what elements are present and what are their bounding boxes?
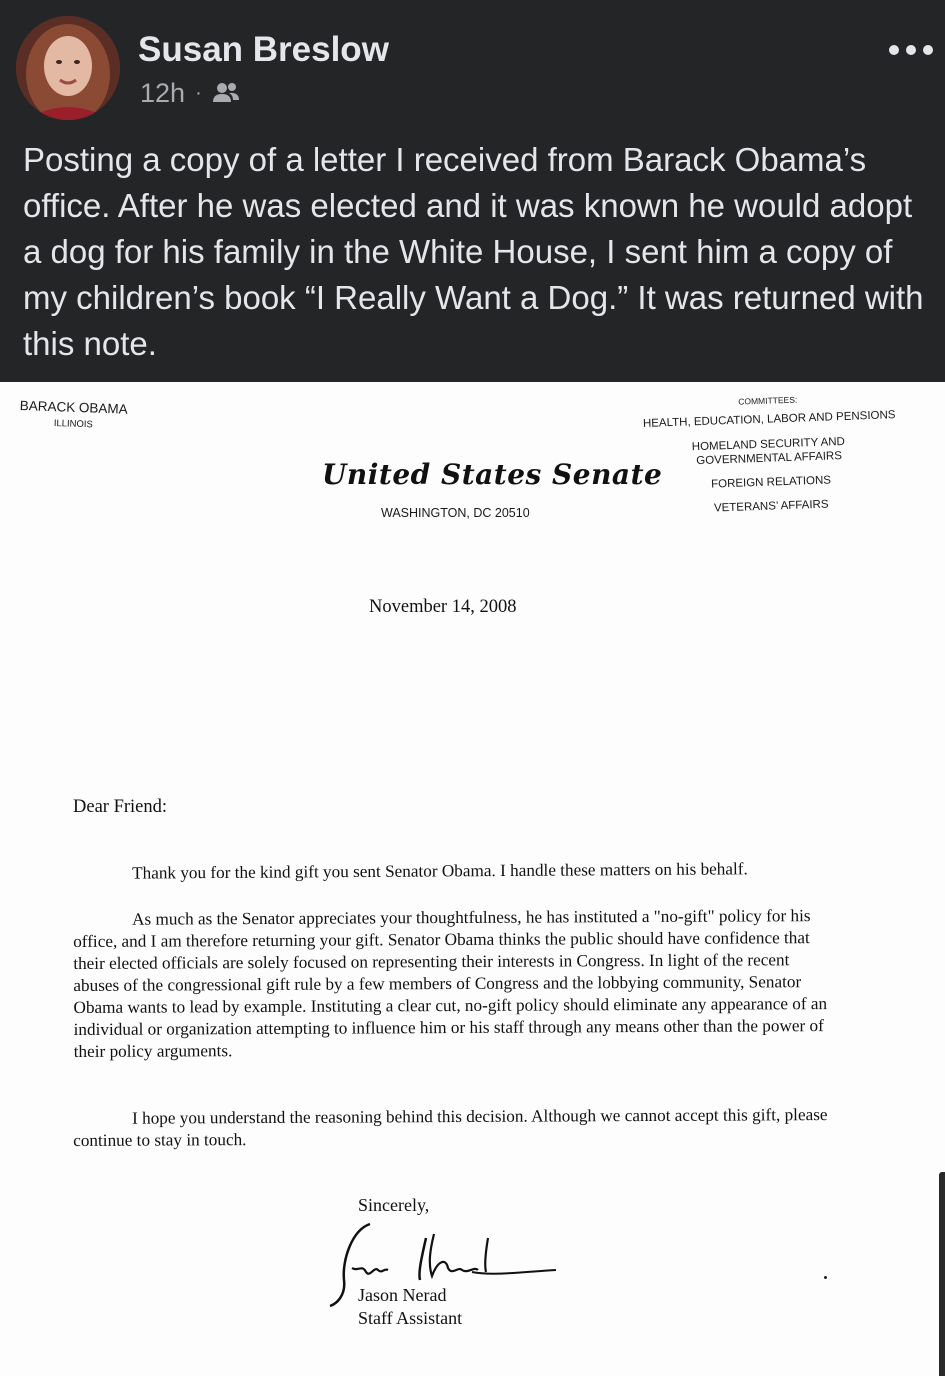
letter-paragraph: As much as the Senator appreciates your thoughtfulness, he has instituted a "no-gift" policy for his office, and I am therefore returning your gift. Senator Obama thinks the public should have confidence that their elected officials are solely focused on representing their interests in Congress. In light of the recent abuses of the congressional gift rule by a few members of Congress and the lobbying community, Senator Obama wants to lead by example. Instituting a clear cut, no-gift policy should eliminate any appearance of an individual or organization attempting to influence him or his staff through any means other than the power of their policy arguments.	[73, 906, 828, 1061]
author-name[interactable]: Susan Breslow	[138, 30, 389, 69]
avatar-photo	[16, 16, 120, 120]
letter-salutation: Dear Friend:	[73, 797, 168, 817]
more-horizontal-icon	[889, 45, 899, 55]
letter-paragraph: I hope you understand the reasoning behind this decision. Although we cannot accept this gift, please continue to stay in touch.	[73, 1105, 828, 1150]
paper-speck	[824, 1276, 827, 1279]
signer-name: Jason Nerad	[358, 1285, 447, 1305]
post-header	[0, 0, 945, 382]
letterhead-senator: BARACK OBAMA	[19, 398, 128, 417]
letterhead-institution: United States Senate	[322, 458, 663, 491]
post-time[interactable]: 12h	[140, 77, 186, 108]
committee-item: VETERANS’ AFFAIRS	[713, 498, 829, 515]
letter-paragraph: Thank you for the kind gift you sent Senator Obama. I handle these matters on his behalf.	[132, 859, 748, 883]
letterhead-state: ILLINOIS	[53, 418, 94, 431]
letter-date: November 14, 2008	[369, 597, 517, 617]
more-dot	[906, 45, 916, 55]
committees-list	[642, 387, 902, 515]
scrollbar-thumb[interactable]	[939, 1172, 945, 1376]
more-dot	[923, 45, 933, 55]
letter-image[interactable]	[0, 382, 945, 1376]
post-caption: Posting a copy of a letter I received from Barack Obama’s office. After he was elected and it was known he would adopt a dog for his family in the White House, I sent him a copy of my children’s book “I Really Want a Dog.” It was returned with this note.	[23, 141, 924, 362]
letter-closing: Sincerely,	[358, 1195, 430, 1215]
friends-icon[interactable]	[212, 81, 240, 105]
committee-item: HOMELAND SECURITY AND	[691, 435, 846, 454]
committee-item: FOREIGN RELATIONS	[710, 474, 832, 491]
committees-heading: COMMITTEES:	[738, 394, 798, 407]
committee-item: GOVERNMENTAL AFFAIRS	[696, 450, 843, 468]
meta-separator: ·	[195, 81, 202, 104]
more-options-button[interactable]	[889, 38, 933, 62]
post-meta	[140, 76, 240, 110]
avatar[interactable]	[16, 16, 120, 120]
committee-item: HEALTH, EDUCATION, LABOR AND PENSIONS	[642, 409, 896, 430]
letterhead-address: WASHINGTON, DC 20510	[381, 506, 530, 520]
signer-title: Staff Assistant	[358, 1308, 463, 1328]
